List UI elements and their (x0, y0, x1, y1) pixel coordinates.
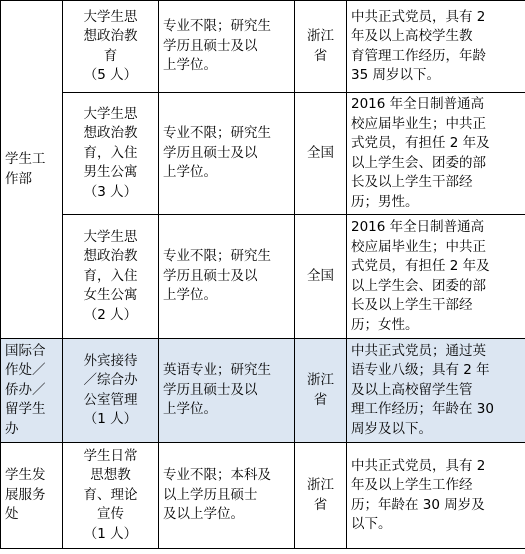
table-row (1, 215, 525, 339)
table-row (1, 339, 525, 443)
position-cell: 大学生思 想政治教 育 （5 人） (63, 1, 159, 93)
table-row (1, 1, 525, 93)
major-cell: 专业不限；研究生 学历且硕士及以 上学位。 (159, 215, 295, 339)
position-cell: 外宾接待 ／综合办 公室管理 （1 人） (63, 339, 159, 443)
requirements-cell: 2016 年全日制普通高 校应届毕业生；中共正 式党员，有担任 2 年及 以上学生会、团委的部 长及以上学生干部经 历；女性。 (347, 215, 525, 339)
location-cell: 全国 (295, 215, 347, 339)
position-cell: 学生日常 思想教 育、理论 宣传 （1 人） (63, 443, 159, 549)
major-cell: 专业不限；本科及 以上学历且硕士 及以上学位。 (159, 443, 295, 549)
major-cell: 英语专业；研究生 学历且硕士及以 上学位。 (159, 339, 295, 443)
location-cell: 浙江 省 (295, 1, 347, 93)
position-cell: 大学生思 想政治教 育，入住 女生公寓 （2 人） (63, 215, 159, 339)
location-cell: 浙江 省 (295, 339, 347, 443)
department-cell: 学生工 作部 (1, 1, 63, 339)
major-cell: 专业不限；研究生 学历且硕士及以 上学位。 (159, 93, 295, 215)
requirements-cell: 2016 年全日制普通高 校应届毕业生；中共正 式党员，有担任 2 年及 以上学生会、团委的部 长及以上学生干部经 历；男性。 (347, 93, 525, 215)
table-row (1, 443, 525, 549)
table-row (1, 93, 525, 215)
requirements-cell: 中共正式党员；通过英 语专业八级；具有 2 年 及以上高校留学生管 理工作经历；年龄在 30 周岁及以下。 (347, 339, 525, 443)
location-cell: 浙江 省 (295, 443, 347, 549)
department-cell: 学生发 展服务 处 (1, 443, 63, 549)
requirements-cell: 中共正式党员，具有 2 年及以上高校学生教 育管理工作经历，年龄 35 周岁以下。 (347, 1, 525, 93)
requirements-cell: 中共正式党员，具有 2 年及以上学生工作经 历；年龄在 30 周岁及 以下。 (347, 443, 525, 549)
department-cell: 国际合 作处／ 侨办／ 留学生 办 (1, 339, 63, 443)
major-cell: 专业不限；研究生 学历且硕士及以 上学位。 (159, 1, 295, 93)
location-cell: 全国 (295, 93, 347, 215)
position-cell: 大学生思 想政治教 育，入住 男生公寓 （3 人） (63, 93, 159, 215)
